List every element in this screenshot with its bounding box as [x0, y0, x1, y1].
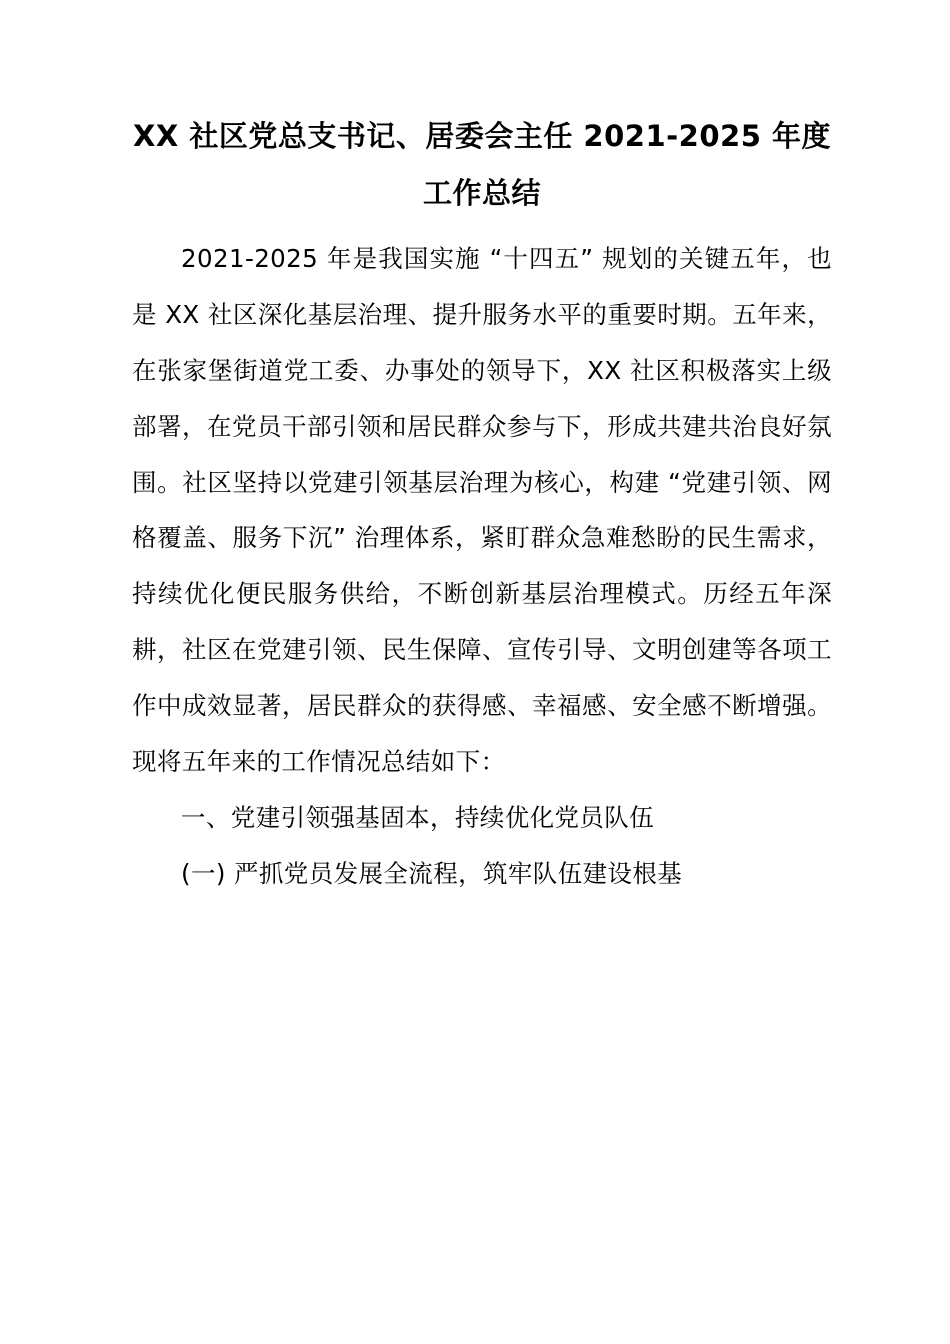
- section-heading-1: 一、党建引领强基固本，持续优化党员队伍: [181, 802, 655, 832]
- body-paragraph-1: 2021-2025 年是我国实施 “十四五” 规划的关键五年，也是 XX 社区深化基层治理、提升服务水平的重要时期。五年来，在张家堡街道党工委、办事处的领导下，XX 社区积极落实上级部署，在党员干部引领和居民群众参与下，形成共建共治良好氛围。社区坚持以党建引领基层治理为核心，构建 “党建引领、网格覆盖、服务下沉” 治理体系，紧盯群众急难愁盼的民生需求，持续优化便民服务供给，不断创新基层治理模式。历经五年深耕，社区在党建引领、民生保障、宣传引导、文明创建等各项工作中成效显著，居民群众的获得感、幸福感、安全感不断增强。现将五年来的工作情况总结如下：: [132, 244, 832, 776]
- subsection-heading-1: (一) 严抓党员发展全流程，筑牢队伍建设根基: [181, 858, 683, 888]
- page-title: XX 社区党总支书记、居委会主任 2021-2025 年度工作总结: [133, 119, 831, 210]
